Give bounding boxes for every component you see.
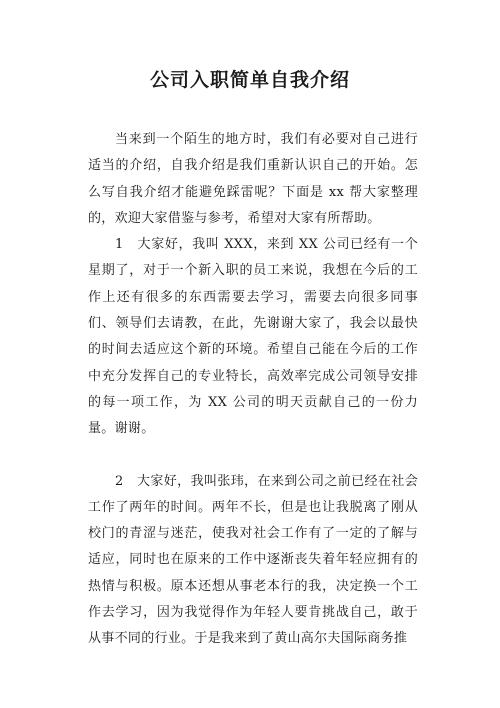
document-title: 公司入职简单自我介绍 [149, 69, 350, 91]
paragraph-2: 2 大家好，我叫张玮，在来到公司之前已经在社会工作了两年的时间。两年不长，但是也让我脱离了刚从校门的青涩与迷茫，使我对社会工作有了一定的了解与适应，同时也在原来的工作中逐渐丧失着年轻应拥有的热情与积极。原本还想从事老本行的我，决定换一个工作去学习，因为我觉得作为年轻人要肯挑战自己，敢于从事不同的行业。于是我来到了黄山高尔夫国际商务推 [88, 473, 418, 647]
intro-paragraph: 当来到一个陌生的地方时，我们有必要对自己进行适当的介绍，自我介绍是我们重新认识自己的开始。怎么写自我介绍才能避免踩雷呢？下面是 xx 帮大家整理的，欢迎大家借鉴与参考，希望对大家有所帮助。 [88, 132, 418, 226]
document-body [88, 127, 418, 653]
paragraph-1: 1 大家好，我叫 XXX，来到 XX 公司已经有一个星期了，对于一个新入职的员工来说，我想在今后的工作上还有很多的东西需要去学习，需要去向很多同事们、领导们去请教，在此，先谢谢大家了，我会以最快的时间去适应这个新的环境。希望自己能在今后的工作中充分发挥自己的专业特长，高效率完成公司领导安排的每一项工作，为 XX 公司的明天贡献自己的一份力量。谢谢。 [88, 237, 418, 437]
